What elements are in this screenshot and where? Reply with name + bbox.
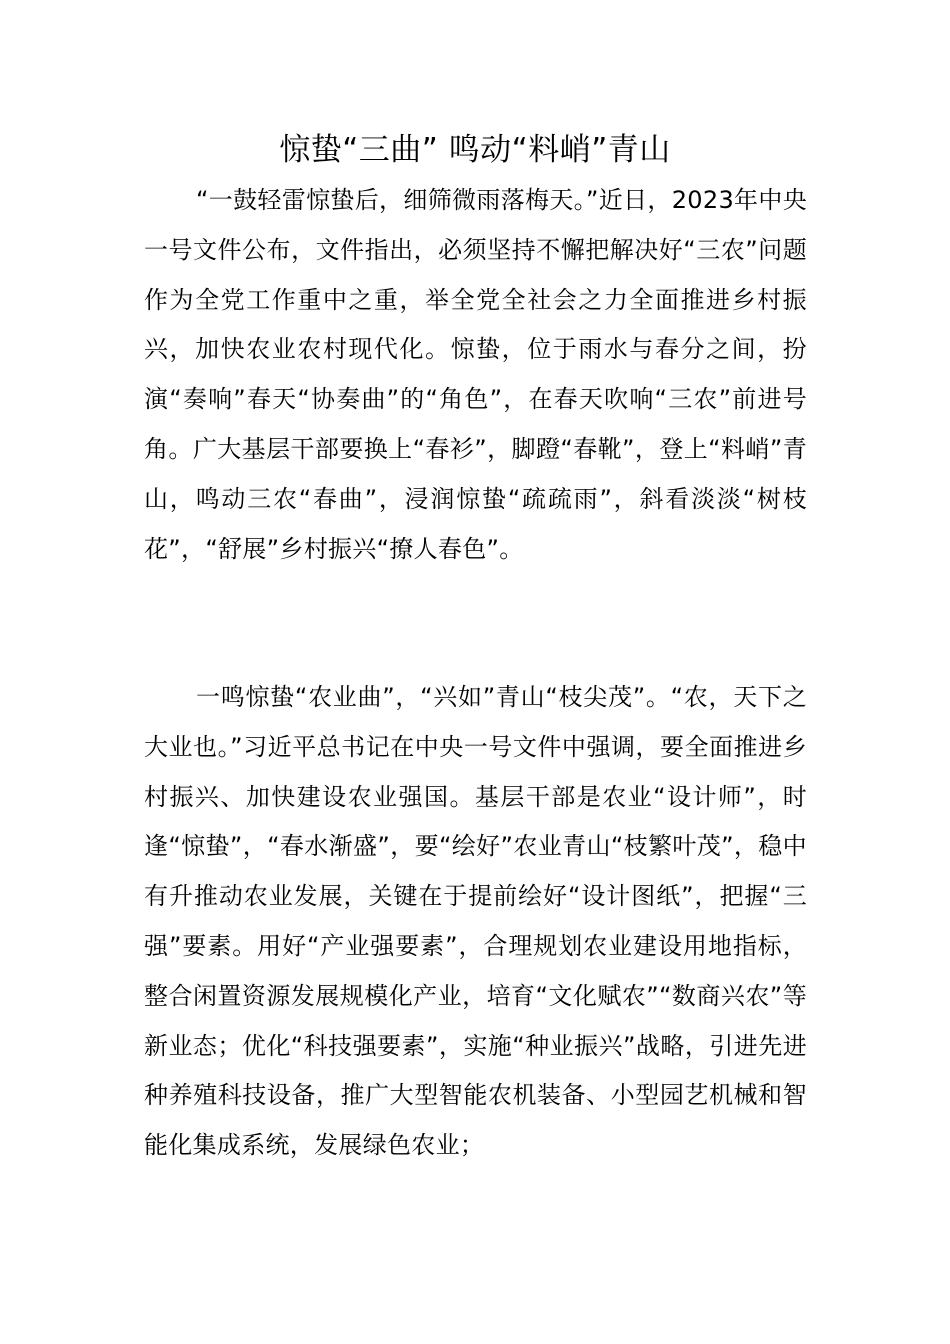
paragraph-1: “一鼓轻雷惊蛰后，细筛微雨落梅天。”近日，2023年中央一号文件公布，文件指出，必须坚持不懈把解决好“三农”问题作为全党工作重中之重，举全党全社会之力全面推进乡村振兴，加快农业农村现代化。惊蛰，位于雨水与春分之间，扮演“奏响”春天“协奏曲”的“角色”，在春天吹响“三农”前进号角。广大基层干部要换上“春衫”，脚蹬“春靴”，登上“料峭”青山，鸣动三农“春曲”，浸润惊蛰“疏疏雨”，斜看淡淡“树枝花”，“舒展”乡村振兴“撩人春色”。	[144, 186, 807, 563]
paragraph-2: 一鸣惊蛰“农业曲”，“兴如”青山“枝尖茂”。“农，天下之大业也。”习近平总书记在中央一号文件中强调，要全面推进乡村振兴、加快建设农业强国。基层干部是农业“设计师”，时逢“惊蛰”，“春水渐盛”，要“绘好”农业青山“枝繁叶茂”，稳中有升推动农业发展，关键在于提前绘好“设计图纸”，把握“三强”要素。用好“产业强要素”，合理规划农业建设用地指标，整合闲置资源发展规模化产业，培育“文化赋农”“数商兴农”等新业态；优化“科技强要素”，实施“种业振兴”战略，引进先进种养殖科技设备，推广大型智能农机装备、小型园艺机械和智能化集成系统，发展绿色农业；	[144, 683, 807, 1160]
article-title: 惊蛰“三曲” 鸣动“料峭”青山	[279, 132, 671, 168]
